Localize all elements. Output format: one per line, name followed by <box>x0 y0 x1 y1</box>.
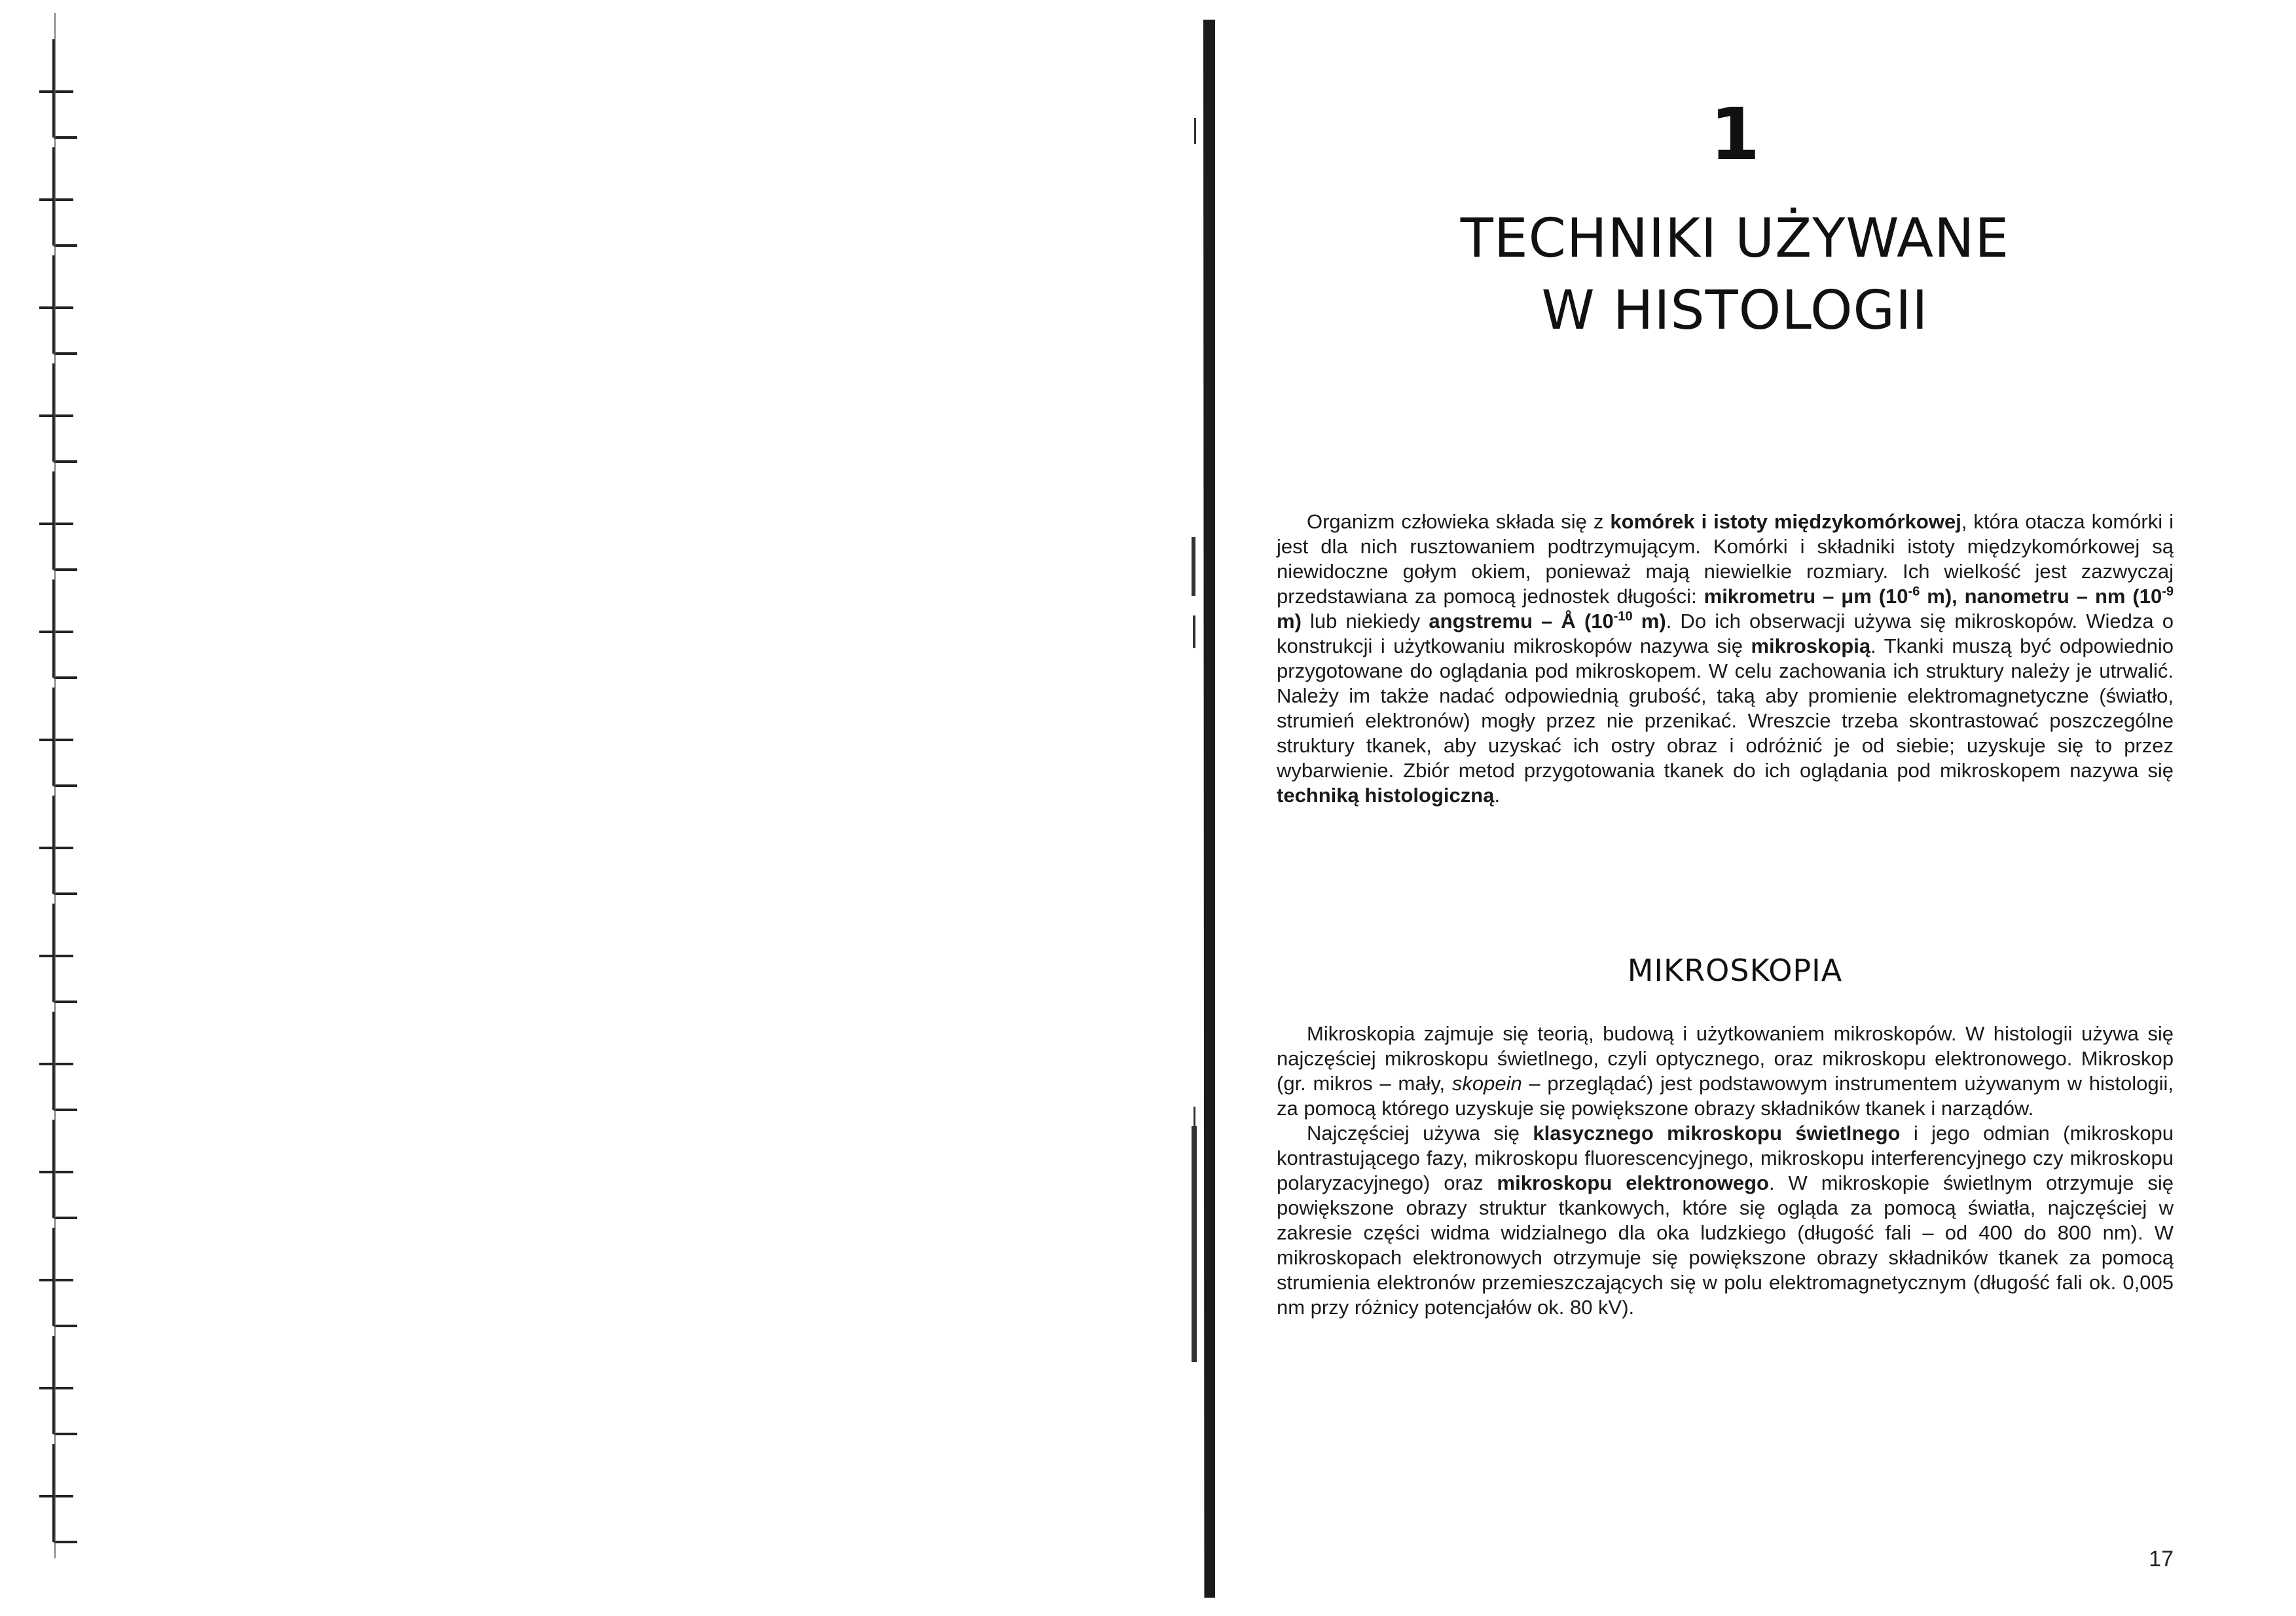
binding-ring-mark <box>39 363 77 462</box>
intro-text: Organizm człowieka składa się z komórek i istoty międzykomórkowej, która otacza komórki i jest dla nich rusztowaniem podtrzymującym. Komórki i składniki istoty międzykomórkowej są niewidoczne gołym okiem, ponieważ mają niewielkie rozmiary. Ich wielkość jest zazwyczaj przedstawiana za pomocą jednostek długości: mikrometru – μm ($10^{-6}$ m), nanometru – nm ($10^{-9}$ m) lub niekiedy angstremu – Å ($10^{-10}$ m). Do ich obserwacji używa się mikroskopów. Wiedza o konstrukcji i użytkowaniu mikroskopów nazywa się mikroskopią. Tkanki muszą być odpowiednio przygotowane do oglądania pod mikroskopem. W celu zachowania ich struktury należy je utrwalić. Należy im także nadać odpowiednią grubość, taką aby promienie elektromagnetyczne (światło, strumień elektronów) mogły przez nie przenikać. Wreszcie trzeba skontrastować poszczególne struktury tkanek, aby uzyskać ich ostry obraz i odróżnić je od siebie; uzyskuje się to przez wybarwienie. Zbiór metod przygotowania tkanek do ich oglądania pod mikroskopem nazywa się techniką histologiczną. <box>1277 510 2174 807</box>
section-paragraph-1: Mikroskopia zajmuje się teorią, budową i użytkowaniem mikroskopów. W histologii używa się najczęściej mikroskopu świetlnego, czyli optycznego, oraz mikroskopu elektronowego. Mikroskop (gr. mikros – mały, skopein – przeglądać) jest podstawowym instrumentem używanym w histologii, za pomocą którego uzyskuje się powiększone obrazy składników tkanek i narządów. <box>1277 1022 2174 1120</box>
chapter-title-line1: TECHNIKI UŻYWANE <box>1460 208 2010 270</box>
binding-ring-mark <box>39 1120 77 1218</box>
binding-ring-mark <box>39 471 77 570</box>
section-paragraph-2: Najczęściej używa się klasycznego mikroskopu świetlnego i jego odmian (mikroskopu kontrastującego fazy, mikroskopu fluorescencyjnego, mikroskopu interferencyjnego czy mikroskopu polaryzacyjnego) oraz mikroskopu elektronowego. W mikroskopie świetlnym otrzymuje się powiększone obrazy struktur tkankowych, które się ogląda za pomocą światła, najczęściej w zakresie części widma widzialnego dla oka ludzkiego (długość fali – od 400 do 800 nm). W mikroskopach elektronowych otrzymuje się powiększone obrazy składników tkanek za pomocą strumienia elektronów przemieszczających się w polu elektromagnetycznym (długość fali ok. 0,005 nm przy różnicy potencjałów ok. 80 kV). <box>1277 1122 2174 1319</box>
binding-rings <box>0 0 105 1616</box>
binding-ring-mark <box>39 1228 77 1326</box>
section-heading-mikroskopia: MIKROSKOPIA <box>1627 953 1843 988</box>
page-number: 17 <box>2149 1547 2174 1571</box>
binding-ring-mark <box>39 688 77 786</box>
chapter-number: 1 <box>1709 92 1760 176</box>
binding-ring-mark <box>39 39 77 138</box>
spine-scan-noise <box>1192 0 1218 1616</box>
binding-ring-mark <box>39 904 77 1002</box>
chapter-title <box>1427 203 2043 347</box>
binding-ring-mark <box>39 1444 77 1542</box>
section-body <box>1277 1021 2174 1320</box>
binding-ring-mark <box>39 579 77 678</box>
binding-ring-mark <box>39 1012 77 1110</box>
binding-ring-mark <box>39 796 77 894</box>
binding-ring-mark <box>39 147 77 246</box>
binding-ring-mark <box>39 255 77 354</box>
chapter-title-line2: W HISTOLOGII <box>1541 280 1929 342</box>
intro-paragraph <box>1277 509 2174 808</box>
binding-ring-mark <box>39 1336 77 1434</box>
